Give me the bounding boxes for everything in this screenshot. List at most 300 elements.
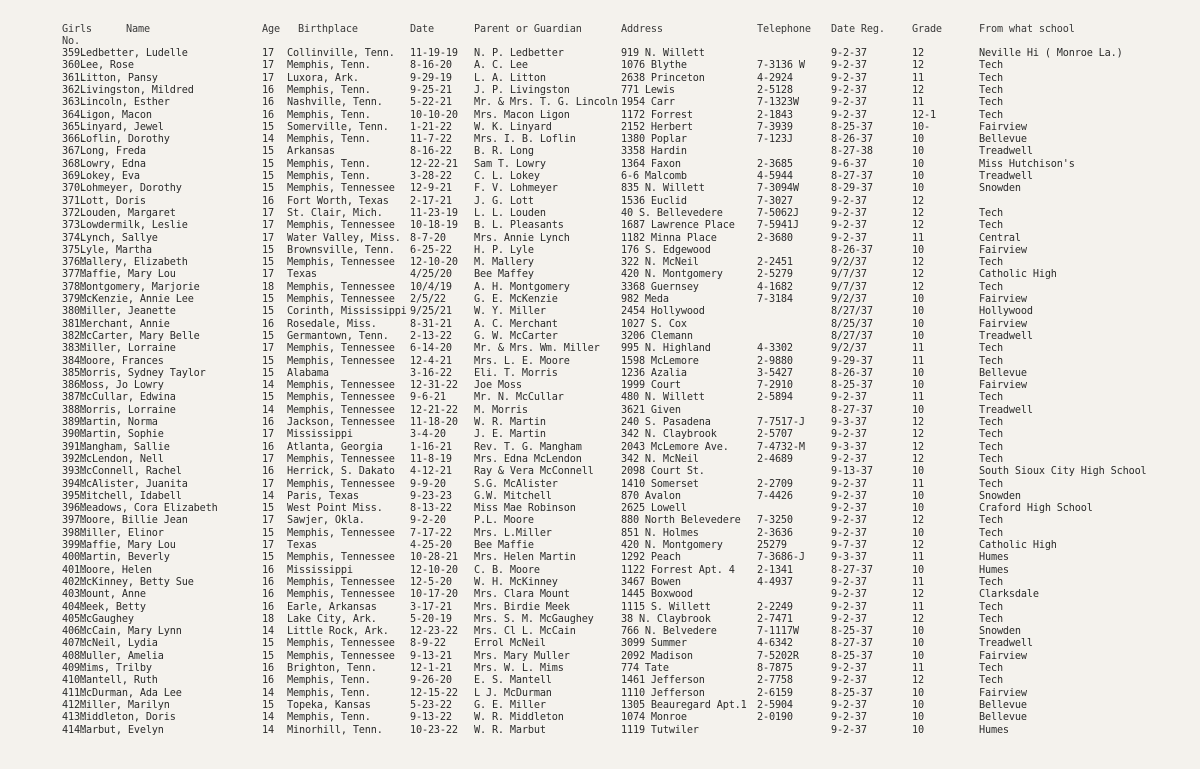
from-school-cell: Tech [979, 453, 1003, 465]
birth-date-cell: 12-22-21 [410, 158, 458, 170]
parent-guardian-cell: W. R. Middleton [474, 712, 564, 724]
entry-number-cell: 393. [62, 466, 86, 478]
birth-date-cell: 6-25-22 [410, 244, 452, 256]
header-girls: Girls [62, 24, 92, 35]
age-cell: 16 [262, 663, 274, 674]
address-cell: 1687 Lawrence Place [621, 220, 735, 232]
date-registered-cell: 9-2-37 [831, 675, 867, 687]
age-cell: 17 [262, 540, 274, 551]
age-cell: 17 [262, 220, 274, 232]
birthplace-cell: Luxora, Ark. [287, 72, 359, 84]
entry-number-cell: 398. [62, 527, 86, 539]
telephone-cell: 8-7875 [757, 663, 793, 674]
birth-date-cell: 12-15-22 [410, 687, 458, 699]
age-cell: 15 [262, 355, 274, 367]
address-cell: 1364 Faxon [621, 158, 681, 170]
parent-guardian-cell: H. P. Lyle [474, 244, 534, 256]
table-row [0, 110, 1200, 122]
telephone-cell: 2-1843 [757, 109, 793, 121]
parent-guardian-cell: Mrs. Edna McLendon [474, 453, 582, 465]
student-name-cell: McKinney, Betty Sue [80, 576, 194, 588]
birthplace-cell: Memphis, Tennessee [287, 281, 395, 293]
birth-date-cell: 6-14-20 [410, 343, 452, 355]
student-name-cell: Lott, Doris [80, 195, 146, 207]
date-registered-cell: 9/2/37 [831, 257, 867, 269]
birthplace-cell: Brighton, Tenn. [287, 663, 377, 674]
address-cell: 176 S. Edgewood [621, 244, 711, 256]
table-row [0, 725, 1200, 737]
grade-cell: 12 [912, 675, 924, 687]
entry-number-cell: 383. [62, 343, 86, 355]
from-school-cell: Humes [979, 564, 1009, 576]
parent-guardian-cell: Mrs. Annie Lynch [474, 232, 570, 244]
birthplace-cell: Alabama [287, 367, 329, 379]
age-cell: 14 [262, 687, 274, 699]
table-row [0, 269, 1200, 281]
parent-guardian-cell: C. B. Moore [474, 564, 540, 576]
grade-cell: 11 [912, 232, 924, 244]
date-registered-cell: 9-2-37 [831, 84, 867, 96]
entry-number-cell: 376. [62, 257, 86, 269]
telephone-cell: 7-3136 W [757, 60, 805, 72]
age-cell: 15 [262, 503, 274, 515]
entry-number-cell: 413. [62, 712, 86, 724]
age-cell: 15 [262, 257, 274, 269]
address-cell: 1182 Minna Place [621, 232, 717, 244]
entry-number-cell: 384. [62, 355, 86, 367]
birth-date-cell: 8-16-20 [410, 60, 452, 72]
telephone-cell: 7-1117W [757, 626, 799, 638]
from-school-cell: Fairview [979, 244, 1027, 256]
address-cell: 420 N. Montgomery [621, 540, 723, 551]
parent-guardian-cell: Sam T. Lowry [474, 158, 546, 170]
date-registered-cell: 8-25-37 [831, 687, 873, 699]
birth-date-cell: 2-17-21 [410, 195, 452, 207]
entry-number-cell: 407. [62, 638, 86, 650]
parent-guardian-cell: W. K. Linyard [474, 121, 552, 133]
telephone-cell: 7-5202R [757, 650, 799, 662]
parent-guardian-cell: Mr. & Mrs. T. G. Lincoln [474, 97, 618, 109]
address-cell: 1380 Poplar [621, 134, 687, 146]
address-cell: 1236 Azalia [621, 367, 687, 379]
grade-cell: 11 [912, 97, 924, 109]
entry-number-cell: 361. [62, 72, 86, 84]
table-row [0, 171, 1200, 183]
birthplace-cell: Memphis, Tennessee [287, 183, 395, 195]
age-cell: 17 [262, 232, 274, 244]
table-row [0, 614, 1200, 626]
parent-guardian-cell: L J. McDurman [474, 687, 552, 699]
birth-date-cell: 3-16-22 [410, 367, 452, 379]
entry-number-cell: 363. [62, 97, 86, 109]
address-cell: 1410 Somerset [621, 478, 699, 490]
entry-number-cell: 370. [62, 183, 86, 195]
birth-date-cell: 8-31-21 [410, 318, 452, 330]
birthplace-cell: Sawjer, Okla. [287, 515, 365, 527]
age-cell: 17 [262, 207, 274, 219]
age-cell: 15 [262, 392, 274, 404]
telephone-cell: 7-3184 [757, 294, 793, 305]
telephone-cell: 7-5941J [757, 220, 799, 232]
from-school-cell: Tech [979, 97, 1003, 109]
from-school-cell: Treadwell [979, 638, 1033, 650]
birthplace-cell: Jackson, Tennessee [287, 417, 395, 428]
telephone-cell: 2-7471 [757, 613, 793, 625]
student-name-cell: McKenzie, Annie Lee [80, 294, 194, 305]
from-school-cell: Humes [979, 724, 1009, 736]
student-name-cell: Mangham, Sallie [80, 441, 170, 453]
age-cell: 17 [262, 72, 274, 84]
parent-guardian-cell: Mrs. S. M. McGaughey [474, 613, 594, 625]
birthplace-cell: Memphis, Tennessee [287, 552, 395, 564]
table-row [0, 552, 1200, 564]
age-cell: 17 [262, 429, 274, 441]
grade-cell: 10 [912, 318, 924, 330]
student-name-cell: Moore, Frances [80, 355, 164, 367]
table-row [0, 122, 1200, 134]
telephone-cell: 2-5707 [757, 429, 793, 441]
age-cell: 15 [262, 638, 274, 650]
parent-guardian-cell: Mr. N. McCullar [474, 392, 564, 404]
birth-date-cell: 12-1-21 [410, 663, 452, 674]
parent-guardian-cell: M. Mallery [474, 257, 534, 269]
header-row-2 [0, 36, 1200, 48]
student-name-cell: McConnell, Rachel [80, 466, 182, 478]
birthplace-cell: Memphis, Tennessee [287, 589, 395, 601]
entry-number-cell: 380. [62, 306, 86, 318]
age-cell: 15 [262, 330, 274, 342]
parent-guardian-cell: F. V. Lohmeyer [474, 183, 558, 195]
student-name-cell: Morris, Lorraine [80, 404, 176, 416]
address-cell: 982 Meda [621, 294, 669, 305]
birth-date-cell: 10-17-20 [410, 589, 458, 601]
parent-guardian-cell: A. C. Lee [474, 60, 528, 72]
entry-number-cell: 364. [62, 109, 86, 121]
grade-cell: 12 [912, 281, 924, 293]
entry-number-cell: 405. [62, 613, 86, 625]
address-cell: 2092 Madison [621, 650, 693, 662]
birth-date-cell: 9-23-23 [410, 490, 452, 502]
date-registered-cell: 9/2/37 [831, 294, 867, 305]
parent-guardian-cell: J. G. Lott [474, 195, 534, 207]
from-school-cell: Tech [979, 355, 1003, 367]
date-registered-cell: 9-2-37 [831, 429, 867, 441]
grade-cell: 10 [912, 183, 924, 195]
grade-cell: 12 [912, 48, 924, 59]
telephone-cell: 7-7517-J [757, 417, 805, 428]
header-row [0, 24, 1200, 36]
parent-guardian-cell: Mrs. Macon Ligon [474, 109, 570, 121]
birthplace-cell: Fort Worth, Texas [287, 195, 389, 207]
grade-cell: 12 [912, 269, 924, 281]
parent-guardian-cell: Mr. & Mrs. Wm. Miller [474, 343, 600, 355]
student-name-cell: Mallery, Elizabeth [80, 257, 188, 269]
address-cell: 1999 Court [621, 380, 681, 392]
student-name-cell: McCarter, Mary Belle [80, 330, 200, 342]
from-school-cell: Bellevue [979, 712, 1027, 724]
header-age: Age [262, 24, 280, 35]
grade-cell: 11 [912, 576, 924, 588]
parent-guardian-cell: Mrs. Birdie Meek [474, 601, 570, 613]
entry-number-cell: 412. [62, 699, 86, 711]
age-cell: 16 [262, 318, 274, 330]
entry-number-cell: 381. [62, 318, 86, 330]
entry-number-cell: 367. [62, 146, 86, 158]
birthplace-cell: Memphis, Tenn. [287, 84, 371, 96]
birth-date-cell: 12-21-22 [410, 404, 458, 416]
from-school-cell: Tech [979, 392, 1003, 404]
grade-cell: 10 [912, 503, 924, 515]
birthplace-cell: Memphis, Tenn. [287, 134, 371, 146]
birthplace-cell: Somerville, Tenn. [287, 121, 389, 133]
table-row [0, 503, 1200, 515]
birthplace-cell: Mississippi [287, 429, 353, 441]
entry-number-cell: 374. [62, 232, 86, 244]
from-school-cell: Treadwell [979, 171, 1033, 182]
table-row [0, 60, 1200, 72]
student-name-cell: Moore, Billie Jean [80, 515, 188, 527]
date-registered-cell: 9-2-37 [831, 220, 867, 232]
parent-guardian-cell: Eli. T. Morris [474, 367, 558, 379]
table-row [0, 589, 1200, 601]
telephone-cell: 7-2910 [757, 380, 793, 392]
table-row [0, 626, 1200, 638]
parent-guardian-cell: C. L. Lokey [474, 171, 540, 182]
table-row [0, 220, 1200, 232]
header-date-reg: Date Reg. [831, 24, 885, 35]
student-name-cell: McAlister, Juanita [80, 478, 188, 490]
table-row [0, 577, 1200, 589]
birthplace-cell: St. Clair, Mich. [287, 207, 383, 219]
birth-date-cell: 9-6-21 [410, 392, 446, 404]
age-cell: 16 [262, 441, 274, 453]
from-school-cell: Catholic High [979, 540, 1057, 551]
date-registered-cell: 9-13-37 [831, 466, 873, 478]
grade-cell: 10 [912, 294, 924, 305]
entry-number-cell: 369. [62, 171, 86, 182]
birthplace-cell: Memphis, Tenn. [287, 109, 371, 121]
age-cell: 15 [262, 171, 274, 182]
student-name-cell: Loflin, Dorothy [80, 134, 170, 146]
date-registered-cell: 8/27/37 [831, 306, 873, 318]
table-row [0, 48, 1200, 60]
table-row [0, 208, 1200, 220]
date-registered-cell: 9-2-37 [831, 109, 867, 121]
grade-cell: 10 [912, 712, 924, 724]
parent-guardian-cell: Errol McNeil [474, 638, 546, 650]
birthplace-cell: Memphis, Tennessee [287, 220, 395, 232]
student-name-cell: Martin, Norma [80, 417, 158, 428]
date-registered-cell: 9/2/37 [831, 343, 867, 355]
birth-date-cell: 12-23-22 [410, 626, 458, 638]
entry-number-cell: 365. [62, 121, 86, 133]
from-school-cell: Craford High School [979, 503, 1093, 515]
from-school-cell: Fairview [979, 318, 1027, 330]
birthplace-cell: Herrick, S. Dakato [287, 466, 395, 478]
header-telephone: Telephone [757, 24, 811, 35]
birth-date-cell: 10-23-22 [410, 724, 458, 736]
date-registered-cell: 9-2-37 [831, 478, 867, 490]
age-cell: 17 [262, 515, 274, 527]
date-registered-cell: 8-27-38 [831, 146, 873, 158]
from-school-cell: Catholic High [979, 269, 1057, 281]
entry-number-cell: 360. [62, 60, 86, 72]
age-cell: 15 [262, 306, 274, 318]
telephone-cell: 7-5062J [757, 207, 799, 219]
table-row [0, 528, 1200, 540]
address-cell: 1598 McLemore [621, 355, 699, 367]
student-name-cell: Lowry, Edna [80, 158, 146, 170]
student-name-cell: McCullar, Edwina [80, 392, 176, 404]
age-cell: 16 [262, 589, 274, 601]
age-cell: 16 [262, 564, 274, 576]
birth-date-cell: 10-10-20 [410, 109, 458, 121]
age-cell: 17 [262, 478, 274, 490]
address-cell: 2152 Herbert [621, 121, 693, 133]
student-name-cell: Miller, Lorraine [80, 343, 176, 355]
from-school-cell: Miss Hutchison's [979, 158, 1075, 170]
age-cell: 14 [262, 724, 274, 736]
from-school-cell: Tech [979, 441, 1003, 453]
date-registered-cell: 9-2-37 [831, 392, 867, 404]
grade-cell: 10 [912, 564, 924, 576]
birth-date-cell: 10-18-19 [410, 220, 458, 232]
table-row [0, 712, 1200, 724]
date-registered-cell: 9-2-37 [831, 663, 867, 674]
birthplace-cell: Mississippi [287, 564, 353, 576]
from-school-cell: Hollywood [979, 306, 1033, 318]
grade-cell: 11 [912, 601, 924, 613]
birthplace-cell: Brownsville, Tenn. [287, 244, 395, 256]
birthplace-cell: Memphis, Tennessee [287, 404, 395, 416]
student-name-cell: Linyard, Jewel [80, 121, 164, 133]
student-name-cell: Marbut, Evelyn [80, 724, 164, 736]
table-row [0, 675, 1200, 687]
birth-date-cell: 3-4-20 [410, 429, 446, 441]
address-cell: 1445 Boxwood [621, 589, 693, 601]
date-registered-cell: 9-6-37 [831, 158, 867, 170]
birthplace-cell: Memphis, Tennessee [287, 392, 395, 404]
from-school-cell: Bellevue [979, 367, 1027, 379]
from-school-cell: Tech [979, 281, 1003, 293]
student-name-cell: Morris, Sydney Taylor [80, 367, 206, 379]
date-registered-cell: 9-2-37 [831, 453, 867, 465]
birthplace-cell: Collinville, Tenn. [287, 48, 395, 59]
table-row [0, 134, 1200, 146]
telephone-cell: 2-5279 [757, 269, 793, 281]
address-cell: 322 N. McNeil [621, 257, 699, 269]
telephone-cell: 7-3686-J [757, 552, 805, 564]
grade-cell: 12 [912, 429, 924, 441]
student-name-cell: Miller, Elinor [80, 527, 164, 539]
table-row [0, 638, 1200, 650]
age-cell: 15 [262, 552, 274, 564]
table-row [0, 565, 1200, 577]
age-cell: 18 [262, 613, 274, 625]
table-row [0, 233, 1200, 245]
birth-date-cell: 11-23-19 [410, 207, 458, 219]
address-cell: 870 Avalon [621, 490, 681, 502]
birth-date-cell: 9-26-20 [410, 675, 452, 687]
entry-number-cell: 389. [62, 417, 86, 428]
date-registered-cell: 9-2-37 [831, 232, 867, 244]
date-registered-cell: 8-25-37 [831, 626, 873, 638]
from-school-cell: Tech [979, 478, 1003, 490]
parent-guardian-cell: Mrs. I. B. Loflin [474, 134, 576, 146]
address-cell: 995 N. Highland [621, 343, 711, 355]
table-row [0, 417, 1200, 429]
parent-guardian-cell: Bee Maffey [474, 269, 534, 281]
student-name-cell: Mims, Trilby [80, 663, 152, 674]
student-name-cell: Ligon, Macon [80, 109, 152, 121]
telephone-cell: 3-5427 [757, 367, 793, 379]
parent-guardian-cell: L. A. Litton [474, 72, 546, 84]
telephone-cell: 2-0190 [757, 712, 793, 724]
birthplace-cell: Memphis, Tennessee [287, 650, 395, 662]
grade-cell: 12 [912, 441, 924, 453]
student-name-cell: Lynch, Sallye [80, 232, 158, 244]
birthplace-cell: Minorhill, Tenn. [287, 724, 383, 736]
date-registered-cell: 9-2-37 [831, 207, 867, 219]
student-name-cell: Ledbetter, Ludelle [80, 48, 188, 59]
birth-date-cell: 9-25-21 [410, 84, 452, 96]
date-registered-cell: 9-3-37 [831, 441, 867, 453]
address-cell: 1119 Tutwiler [621, 724, 699, 736]
header-grade: Grade [912, 24, 942, 35]
from-school-cell: Tech [979, 109, 1003, 121]
student-name-cell: Lokey, Eva [80, 171, 140, 182]
table-row [0, 282, 1200, 294]
telephone-cell: 7-4732-M [757, 441, 805, 453]
grade-cell: 12 [912, 195, 924, 207]
age-cell: 17 [262, 453, 274, 465]
date-registered-cell: 9/7/37 [831, 269, 867, 281]
grade-cell: 10 [912, 699, 924, 711]
student-name-cell: Miller, Marilyn [80, 699, 170, 711]
age-cell: 15 [262, 294, 274, 305]
table-row [0, 368, 1200, 380]
student-name-cell: Meadows, Cora Elizabeth [80, 503, 218, 515]
age-cell: 15 [262, 244, 274, 256]
grade-cell: 10 [912, 380, 924, 392]
from-school-cell: Tech [979, 576, 1003, 588]
age-cell: 16 [262, 601, 274, 613]
from-school-cell: Treadwell [979, 404, 1033, 416]
table-row [0, 540, 1200, 552]
birth-date-cell: 11-18-20 [410, 417, 458, 428]
birthplace-cell: Nashville, Tenn. [287, 97, 383, 109]
grade-cell: 11 [912, 552, 924, 564]
birthplace-cell: Memphis, Tennessee [287, 343, 395, 355]
entry-number-cell: 359. [62, 48, 86, 59]
age-cell: 14 [262, 404, 274, 416]
address-cell: 880 North Belevedere [621, 515, 741, 527]
birth-date-cell: 9-13-21 [410, 650, 452, 662]
date-registered-cell: 8-27-37 [831, 404, 873, 416]
from-school-cell: Treadwell [979, 330, 1033, 342]
entry-number-cell: 402. [62, 576, 86, 588]
telephone-cell: 4-6342 [757, 638, 793, 650]
address-cell: 1110 Jefferson [621, 687, 705, 699]
entry-number-cell: 408. [62, 650, 86, 662]
address-cell: 38 N. Claybrook [621, 613, 711, 625]
grade-cell: 10 [912, 158, 924, 170]
telephone-cell: 7-4426 [757, 490, 793, 502]
grade-cell: 11 [912, 343, 924, 355]
table-row [0, 306, 1200, 318]
date-registered-cell: 9/7/37 [831, 281, 867, 293]
age-cell: 15 [262, 527, 274, 539]
